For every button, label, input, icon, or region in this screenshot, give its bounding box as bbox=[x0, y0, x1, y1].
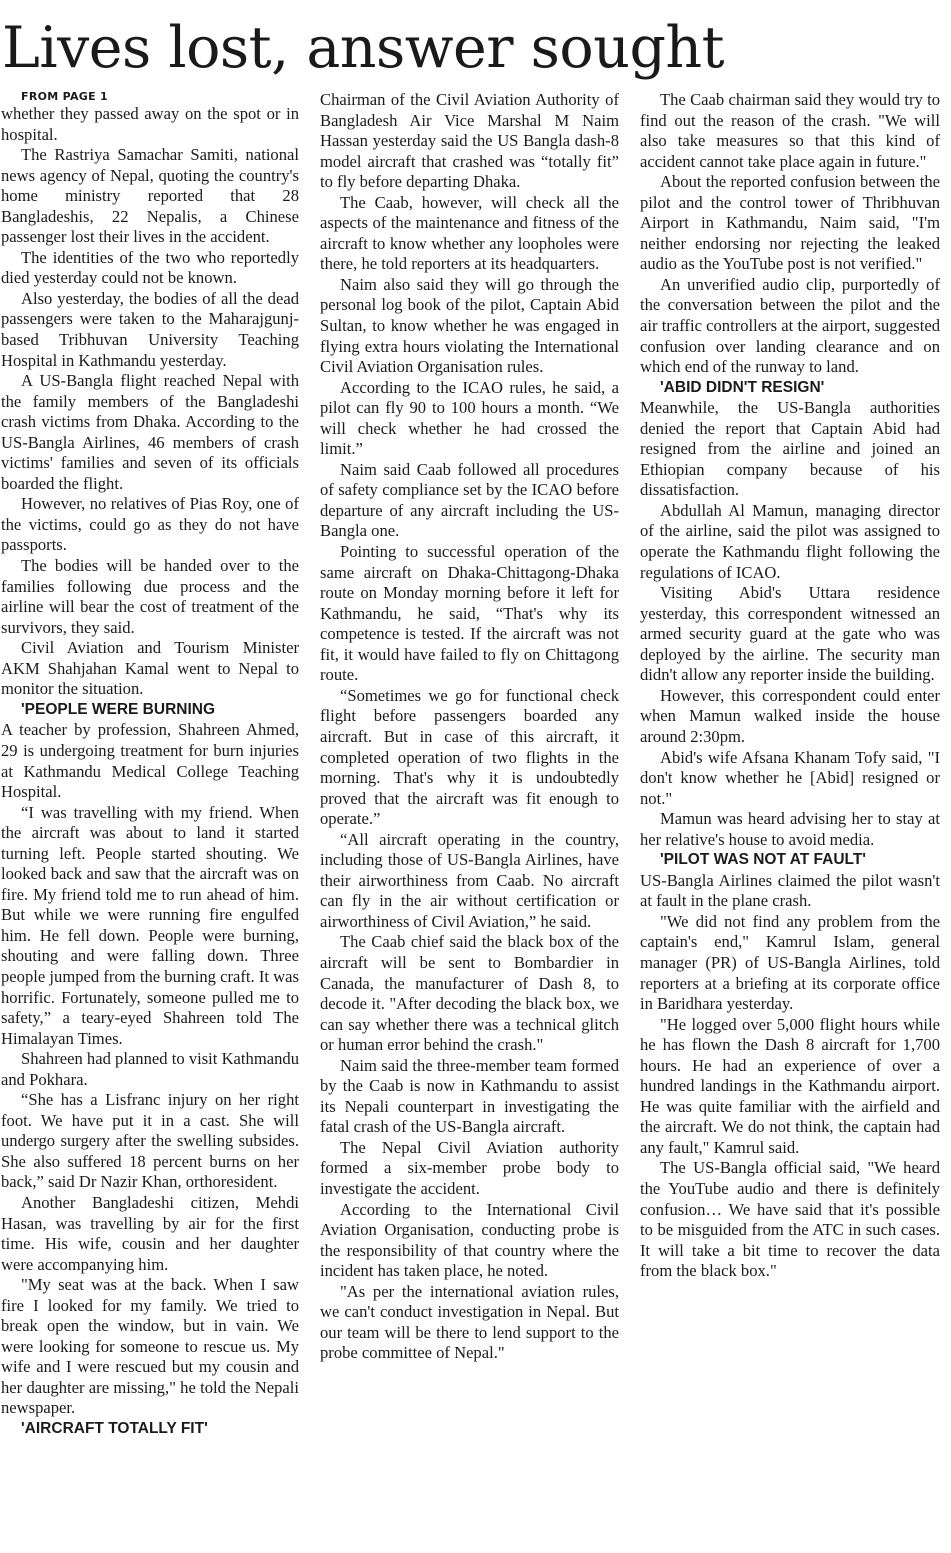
article-column-1 bbox=[1, 90, 299, 1440]
continued-from-label: FROM PAGE 1 bbox=[21, 90, 109, 103]
paragraph: Also yesterday, the bodies of all the dead passengers were taken to the Maharajgunj-based Tribhuvan University Teaching Hospital in Kathmandu yesterday. bbox=[1, 288, 299, 370]
paragraph: “I was travelling with my friend. When the aircraft was about to land it started turning left. People started shouting. We looked back and saw that the aircraft was on fire. My friend told me to run ahead of him. But while we were running fire engulfed him. He fell down. People were burning, shouting and were falling down. Three people jumped from the burning craft. It was horrific. Fortunately, someone pulled me to safety,” a teary-eyed Shahreen told The Himalayan Times. bbox=[1, 802, 299, 1048]
paragraph: Another Bangladeshi citizen, Mehdi Hasan, was travelling by air for the first time. His wife, cousin and her daughter were accompanying him. bbox=[1, 1192, 299, 1274]
paragraph: Naim also said they will go through the personal log book of the pilot, Captain Abid Sultan, to know whether he was engaged in flying extra hours violating the International Civil Aviation Organisation rules. bbox=[320, 274, 619, 377]
paragraph: However, no relatives of Pias Roy, one of the victims, could go as they do not have passports. bbox=[1, 494, 299, 555]
paragraph: Naim said Caab followed all procedures of safety compliance set by the ICAO before departure of any aircraft including the US-Bangla one. bbox=[320, 459, 619, 541]
paragraph: Mamun was heard advising her to stay at her relative's house to avoid media. bbox=[640, 809, 940, 849]
paragraph: According to the International Civil Aviation Organisation, conducting probe is the responsibility of that country where the incident has taken place, he noted. bbox=[320, 1199, 619, 1281]
paragraph: The Rastriya Samachar Samiti, national news agency of Nepal, quoting the country's home ministry reported that 28 Bangladeshis, 22 Nepalis, a Chinese passenger lost their lives in the accident. bbox=[1, 145, 299, 247]
paragraph: A US-Bangla flight reached Nepal with the family members of the Bangladeshi crash victims from Dhaka. According to the US-Bangla Airlines, 46 members of crash victims' families and seven of its officials boarded the flight. bbox=[1, 371, 299, 493]
paragraph: Abid's wife Afsana Khanam Tofy said, "I don't know whether he [Abid] resigned or not." bbox=[640, 747, 940, 808]
subheading: 'ABID DIDN'T RESIGN' bbox=[660, 378, 825, 396]
paragraph: “All aircraft operating in the country, including those of US-Bangla Airlines, have their airworthiness from Caab. No aircraft can fly in the air without certification or airworthiness of Civil Aviation,” he said. bbox=[320, 829, 619, 931]
paragraph: "He logged over 5,000 flight hours while he has flown the Dash 8 aircraft for 1,700 hours. He had an experience of over a hundred landings in the Kathmandu airport. He was quite familiar with the airfield and the aircraft. We do not think, the captain had any fault," Kamrul said. bbox=[640, 1014, 940, 1157]
paragraph: About the reported confusion between the pilot and the control tower of Thribhuvan Airport in Kathmandu, Naim said, "I'm neither endorsing nor rejecting the leaked audio as the YouTube post is not verified." bbox=[640, 172, 940, 274]
paragraph: An unverified audio clip, purportedly of the conversation between the pilot and the air traffic controllers at the airport, suggested confusion over landing clearance and on which end of the runway to land. bbox=[640, 274, 940, 377]
paragraph: The bodies will be handed over to the families following due process and the airline will bear the cost of treatment of the survivors, they said. bbox=[1, 556, 299, 637]
paragraph: US-Bangla Airlines claimed the pilot wasn't at fault in the plane crash. bbox=[640, 870, 940, 911]
paragraph: The US-Bangla official said, "We heard the YouTube audio and there is definitely confusion… We have said that it's possible to be misguided from the ATC in such cases. It will take a bit time to recover the data from the black box." bbox=[640, 1158, 940, 1281]
paragraph: "We did not find any problem from the captain's end," Kamrul Islam, general manager (PR) of US-Bangla Airlines, told reporters at a briefing at its corporate office in Baridhara yesterday. bbox=[640, 911, 940, 1014]
article-column-2 bbox=[320, 90, 619, 1364]
paragraph: According to the ICAO rules, he said, a pilot can fly 90 to 100 hours a month. “We will check whether he had crossed the limit.” bbox=[320, 377, 619, 459]
paragraph: whether they passed away on the spot or in hospital. bbox=[1, 104, 299, 144]
subheading: 'AIRCRAFT TOTALLY FIT' bbox=[21, 1420, 208, 1437]
paragraph: Civil Aviation and Tourism Minister AKM Shahjahan Kamal went to Nepal to monitor the situation. bbox=[1, 638, 299, 699]
subheading: 'PEOPLE WERE BURNING bbox=[21, 700, 216, 718]
paragraph: Meanwhile, the US-Bangla authorities denied the report that Captain Abid had resigned from the airline and joined an Ethiopian company because of his dissatisfaction. bbox=[640, 398, 940, 500]
paragraph: A teacher by profession, Shahreen Ahmed, 29 is undergoing treatment for burn injuries at Kathmandu Medical College Teaching Hospital. bbox=[1, 720, 299, 802]
paragraph: The identities of the two who reportedly died yesterday could not be known. bbox=[1, 247, 299, 288]
paragraph: Pointing to successful operation of the same aircraft on Dhaka-Chittagong-Dhaka route on Monday morning before it left for Kathmandu, he said, “That's why its competence is tested. If the aircraft was not fit, it would have failed to fly on Chittagong route. bbox=[320, 542, 619, 685]
subheading: 'PILOT WAS NOT AT FAULT' bbox=[660, 851, 866, 869]
paragraph: However, this correspondent could enter when Mamun walked inside the house around 2:30pm. bbox=[640, 685, 940, 746]
paragraph: Naim said the three-member team formed by the Caab is now in Kathmandu to assist its Nepali counterpart in investigating the fatal crash of the US-Bangla aircraft. bbox=[320, 1055, 619, 1137]
paragraph: The Nepal Civil Aviation authority formed a six-member probe body to investigate the accident. bbox=[320, 1137, 619, 1198]
paragraph: The Caab chief said the black box of the aircraft will be sent to Bombardier in Canada, the manufacturer of Dash 8, to decode it. "After decoding the black box, we can say whether there was a technical glitch or human error behind the crash." bbox=[320, 932, 619, 1055]
paragraph: “She has a Lisfranc injury on her right foot. We have put it in a cast. She will undergo surgery after the swelling subsides. She also suffered 18 percent burns on her back,” said Dr Nazir Khan, orthoresident. bbox=[1, 1090, 299, 1192]
paragraph: Abdullah Al Mamun, managing director of the airline, said the pilot was assigned to operate the Kathmandu flight following the regulations of ICAO. bbox=[640, 500, 940, 582]
paragraph: Chairman of the Civil Aviation Authority of Bangladesh Air Vice Marshal M Naim Hassan yesterday said the US Bangla dash-8 model aircraft that crashed was “totally fit” to fly before departing Dhaka. bbox=[320, 90, 619, 192]
paragraph: The Caab, however, will check all the aspects of the maintenance and fitness of the aircraft to know whether any loopholes were there, he told reporters at its headquarters. bbox=[320, 192, 619, 274]
headline: Lives lost, answer sought bbox=[2, 15, 725, 81]
paragraph: "My seat was at the back. When I saw fire I looked for my family. We tried to break open the window, but in vain. We were looking for someone to rescue us. My wife and I were rescued but my cousin and her daughter are missing," he told the Nepali newspaper. bbox=[1, 1275, 299, 1418]
paragraph: Shahreen had planned to visit Kathmandu and Pokhara. bbox=[1, 1049, 299, 1089]
paragraph: Visiting Abid's Uttara residence yesterday, this correspondent witnessed an armed security guard at the gate who was deployed by the airline. The security man didn't allow any reporter inside the building. bbox=[640, 583, 940, 685]
paragraph: "As per the international aviation rules, we can't conduct investigation in Nepal. But our team will be there to lend support to the probe committee of Nepal." bbox=[320, 1281, 619, 1363]
paragraph: “Sometimes we go for functional check flight before passengers boarded any aircraft. But in case of this aircraft, it completed operation of two flights in the morning. That's why it is undoubtedly proved that the aircraft was fit enough to operate.” bbox=[320, 685, 619, 829]
paragraph: The Caab chairman said they would try to find out the reason of the crash. "We will also take measures so that this kind of accident cannot take place again in future." bbox=[640, 90, 940, 171]
article-column-3 bbox=[640, 90, 940, 1282]
